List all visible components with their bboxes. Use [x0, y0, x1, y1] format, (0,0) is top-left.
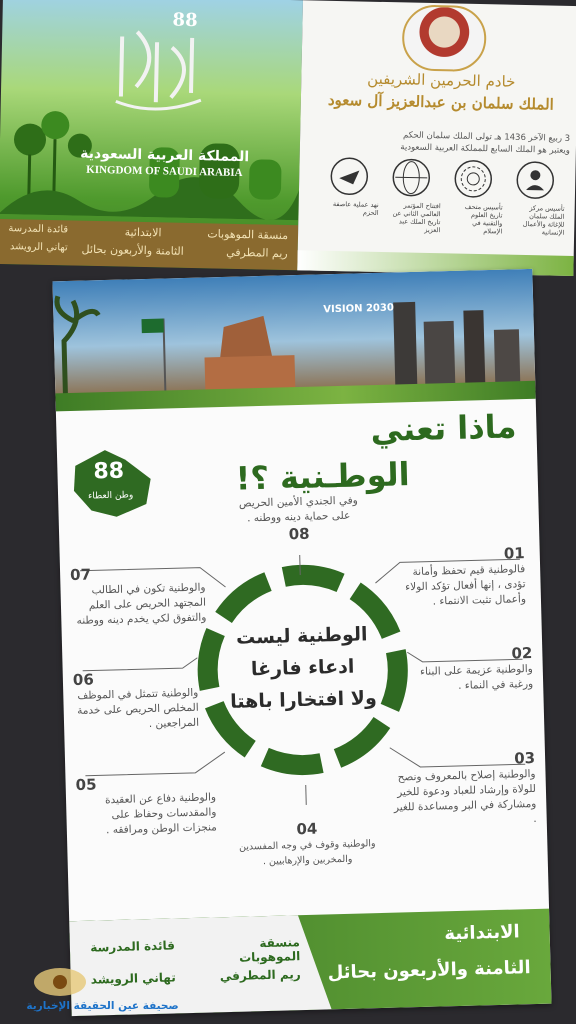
banner-stage: الابتدائية — [444, 921, 520, 945]
king-panel — [297, 0, 576, 276]
item-08 — [228, 493, 369, 545]
item-06 — [73, 668, 200, 734]
king-name: الملك سلمان بن عبدالعزيز آل سعود — [327, 90, 554, 114]
item-text: وفي الجندي الأمين الحريص على حماية دينه ووطنه . — [238, 494, 358, 525]
item-text: والوطنية تكون في الطالب المجتهد الحريص على العلم والتفوق لكي يخدم دينه ووطنه . — [76, 581, 207, 639]
item-number: 05 — [75, 775, 97, 794]
item-number: 07 — [69, 565, 92, 585]
map-caption: وطن العطاء — [87, 490, 134, 502]
map-number: 88 — [93, 458, 125, 485]
item-text: والوطنية دفاع عن العقيدة والمقدسات وحفاظ على منجزات الوطن ومرافقه . — [104, 791, 217, 837]
item-01 — [395, 544, 527, 610]
kingdom-english: KINGDOM OF SAUDI ARABIA — [86, 163, 243, 180]
achievement-item — [390, 157, 442, 234]
heading-line-2: الوطـنية ؟! — [235, 455, 411, 498]
principal-name: تهاني الرويشد — [9, 241, 68, 254]
item-04 — [237, 818, 378, 870]
main-poster — [52, 269, 551, 1016]
globe-icon — [391, 157, 432, 198]
header-photo — [52, 269, 535, 402]
heading-line-1: ماذا تعني — [370, 407, 517, 450]
banner-school: الثامنة والأربعون بحائل — [327, 957, 531, 984]
achievement-text: نهد عملية عاصفة الحزم — [332, 199, 379, 217]
item-03 — [390, 749, 537, 831]
banner-talent-name: ريم المطرفي — [219, 967, 301, 984]
item-number: 02 — [511, 643, 533, 663]
plane-icon — [329, 156, 370, 197]
item-text: فالوطنية قيم تحفظ وأمانة تؤدى ، إنها أفعال تؤكد الولاء وأعمال تثبت الانتماء . — [405, 563, 527, 608]
banner-principal-label: قائدة المدرسة — [90, 938, 176, 955]
item-number: 04 — [296, 819, 318, 839]
talent-label: منسقة الموهوبات — [207, 227, 289, 243]
banner-principal-name: تهاني الرويشد — [90, 970, 176, 987]
item-05 — [75, 772, 217, 839]
item-text: والوطنية وقوف في وجه المفسدين والمخربين والإرهابيين . — [238, 838, 376, 868]
achievement-item — [514, 160, 566, 237]
principal-label: قائدة المدرسة — [8, 223, 69, 236]
saudi-map-logo — [65, 444, 162, 521]
item-number: 01 — [503, 544, 525, 563]
badge-number: 88 — [172, 9, 198, 32]
school-name: الثامنة والأربعون بحائل — [81, 242, 184, 258]
item-number: 06 — [72, 670, 95, 690]
center-line-1: الوطنية ليست — [235, 623, 368, 649]
item-text: والوطنية إصلاح بالمعروف ونصح للولاة وإرشاد للعباد ودعوة للخير ومشاركة في البر ومساعدة للغير . — [393, 767, 537, 826]
item-07 — [70, 563, 207, 645]
center-line-2: ادعاء فارغا — [250, 655, 355, 681]
watermark-text: صحيفة عين الحقيقة الإخبارية — [26, 1000, 179, 1012]
achievement-item — [452, 158, 504, 235]
banner-talent-label: منسقة الموهوبات — [238, 935, 301, 965]
person-icon — [515, 160, 556, 201]
custodian-title: خادم الحرمين الشريفين — [367, 69, 516, 91]
stage-label: الابتدائية — [124, 225, 162, 240]
king-photo — [402, 4, 487, 72]
talent-name: ريم المطرفي — [226, 245, 288, 261]
item-02 — [407, 644, 533, 695]
achievement-text: تأسيس متحف تاريخ العلوم والتقنية في الإسلام — [464, 202, 503, 236]
item-number: 08 — [288, 524, 310, 544]
flower-icon — [453, 158, 494, 199]
watermark — [20, 960, 190, 1020]
bio-line-1: 3 ربيع الآخر 1436 هـ تولى الملك سلمان الحكم — [402, 130, 571, 144]
item-text: والوطنية تتمثل في الموظف المخلص الحريص على خدمة المراجعين . — [77, 686, 200, 731]
kingdom-arabic: المملكة العربية السعودية — [80, 145, 250, 166]
top-poster — [0, 0, 576, 291]
item-number: 03 — [513, 748, 536, 768]
national-day-panel — [0, 0, 303, 270]
center-line-3: ولا افتخارا باهتا — [229, 687, 378, 713]
eye-logo-icon — [20, 960, 90, 1005]
item-text: والوطنية عزيمة على البناء ورغبة في النماء . — [419, 662, 534, 692]
top-footer-strip — [0, 219, 298, 270]
achievement-text: افتتاح المؤتمر العالمي الثاني عن تاريخ الملك عبد العزيز — [392, 201, 441, 235]
achievement-text: تأسيس مركز الملك سلمان للإغاثة والأعمال الإنسانية — [522, 204, 565, 237]
achievement-item — [328, 156, 379, 217]
vision-label: VISION 2030 — [323, 302, 394, 316]
national-day-emblem — [101, 9, 213, 118]
achievements-row — [328, 156, 576, 241]
bio-line-2: ويعتبر هو الملك السابع للمملكة العربية السعودية — [400, 142, 570, 156]
